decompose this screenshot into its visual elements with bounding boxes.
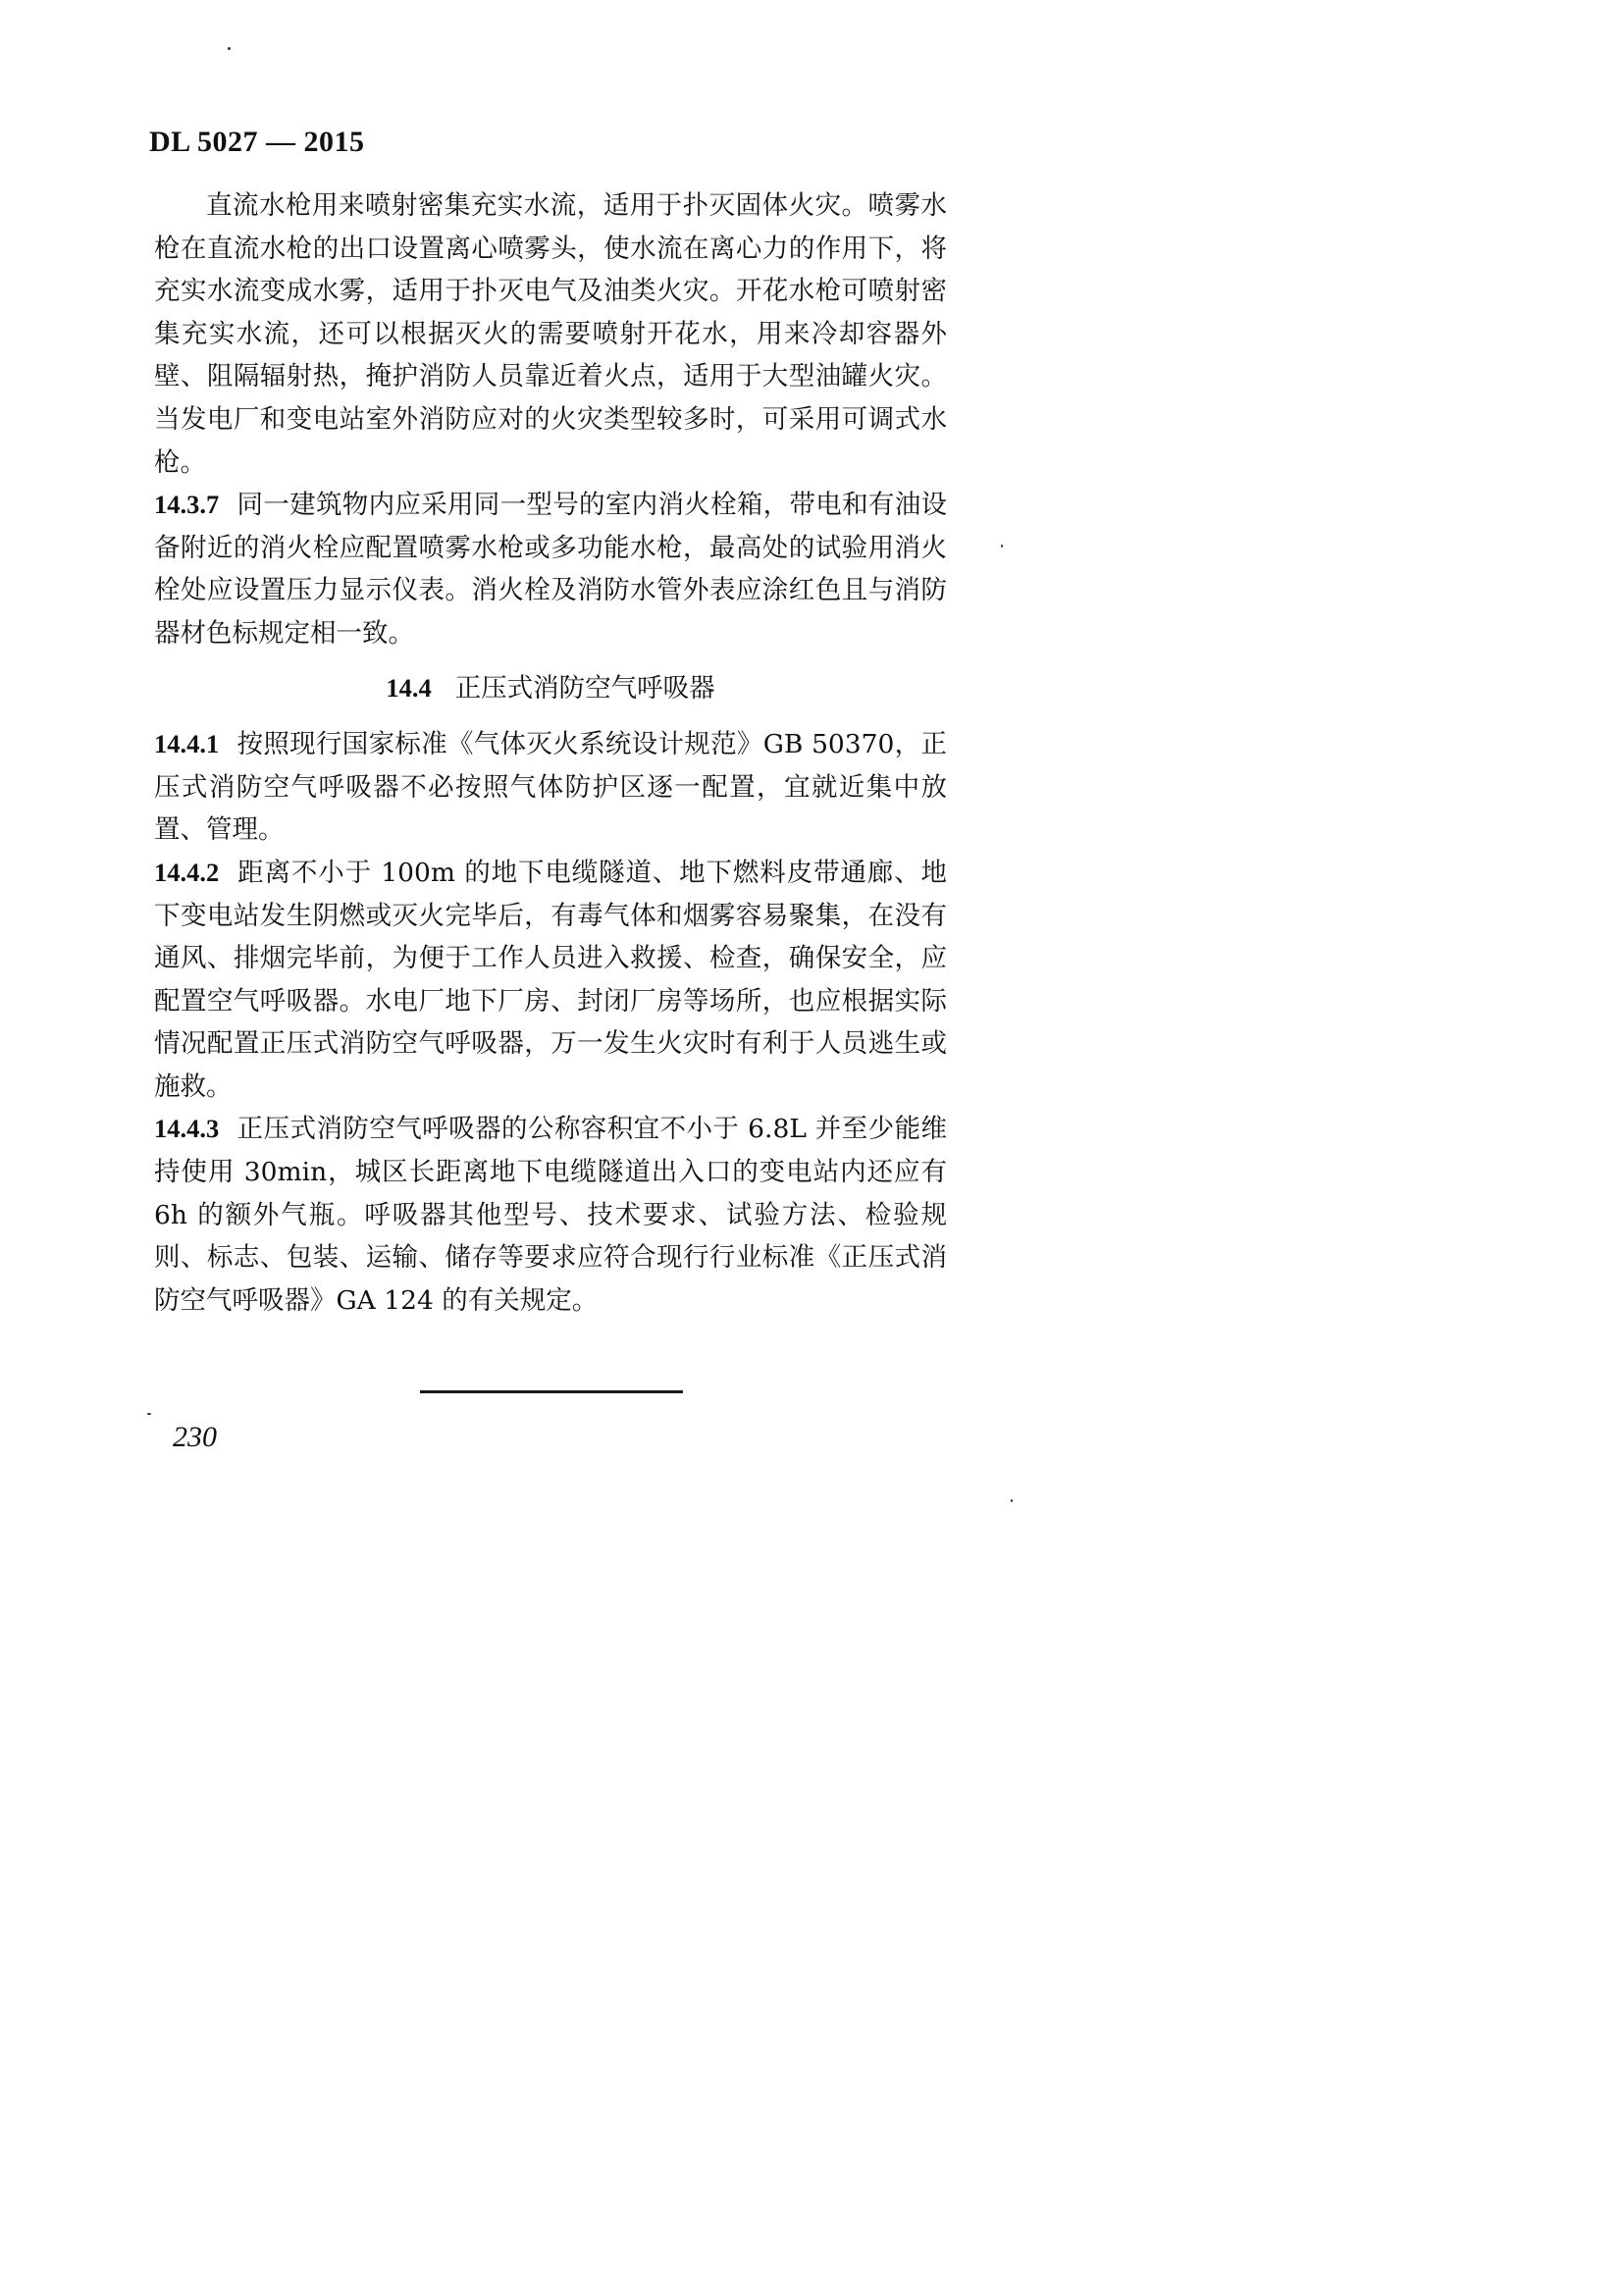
section-number: 14.4 bbox=[386, 672, 432, 703]
paragraph-intro bbox=[154, 184, 947, 484]
standard-code-header: DL 5027 — 2015 bbox=[149, 126, 365, 158]
footer-rule bbox=[420, 1390, 683, 1393]
page-number: 230 bbox=[173, 1421, 217, 1453]
clause-text: 按照现行国家标准《气体灭火系统设计规范》GB 50370，正压式消防空气呼吸器不必按照气体防护区逐一配置，宜就近集中放置、管理。 bbox=[154, 729, 947, 846]
section-title: 正压式消防空气呼吸器 bbox=[454, 672, 715, 704]
clause-text: 正压式消防空气呼吸器的公称容积宜不小于 6.8L 并至少能维持使用 30min，城区长距离地下电缆隧道出入口的变电站内还应有 6h 的额外气瓶。呼吸器其他型号、技术要求、试验方法、检验规则、标志、包装、运输、储存等要求应符合现行行业标准《正压式消防空气呼吸器》GA 124 的有关规定。 bbox=[154, 1114, 947, 1316]
document-body bbox=[154, 184, 947, 1322]
clause-14-3-7 bbox=[154, 484, 947, 654]
clause-text: 同一建筑物内应采用同一型号的室内消火栓箱，带电和有油设备附近的消火栓应配置喷雾水枪或多功能水枪，最高处的试验用消火栓处应设置压力显示仪表。消火栓及消防水管外表应涂红色且与消防器材色标规定相一致。 bbox=[154, 490, 947, 649]
document-page bbox=[0, 0, 1083, 1530]
clause-number: 14.4.2 bbox=[154, 857, 220, 887]
clause-text: 距离不小于 100m 的地下电缆隧道、地下燃料皮带通廊、地下变电站发生阴燃或灭火完毕后，有毒气体和烟雾容易聚集，在没有通风、排烟完毕前，为便于工作人员进入救援、检查，确保安全，应配置空气呼吸器。水电厂地下厂房、封闭厂房等场所，也应根据实际情况配置正压式消防空气呼吸器，万一发生火灾时有利于人员逃生或施救。 bbox=[154, 857, 947, 1102]
section-heading bbox=[154, 667, 947, 710]
clause-number: 14.4.1 bbox=[154, 729, 220, 759]
clause-number: 14.4.3 bbox=[154, 1114, 220, 1144]
paragraph-text: 直流水枪用来喷射密集充实水流，适用于扑灭固体火灾。喷雾水枪在直流水枪的出口设置离心喷雾头，使水流在离心力的作用下，将充实水流变成水雾，适用于扑灭电气及油类火灾。开花水枪可喷射密集充实水流，还可以根据灭火的需要喷射开花水，用来冷却容器外壁、阻隔辐射热，掩护消防人员靠近着火点，适用于大型油罐火灾。当发电厂和变电站室外消防应对的火灾类型较多时，可采用可调式水枪。 bbox=[154, 190, 947, 478]
scan-speck bbox=[1011, 1499, 1013, 1502]
clause-number: 14.3.7 bbox=[154, 490, 220, 520]
scan-speck bbox=[1001, 545, 1003, 548]
scan-speck bbox=[147, 1413, 151, 1415]
clause-14-4-2 bbox=[154, 852, 947, 1109]
clause-14-4-3 bbox=[154, 1108, 947, 1322]
clause-14-4-1 bbox=[154, 723, 947, 852]
scan-speck bbox=[228, 47, 231, 50]
